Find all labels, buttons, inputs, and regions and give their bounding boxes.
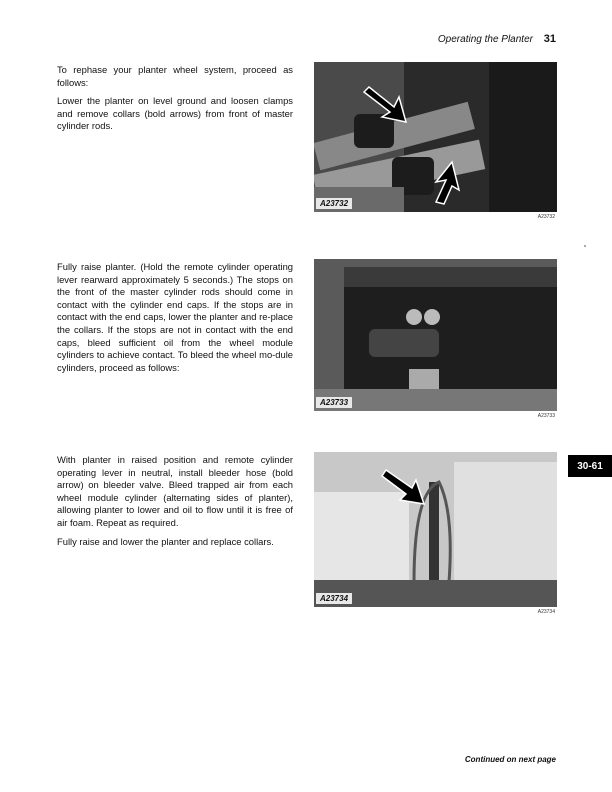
page-number: 31	[543, 33, 556, 45]
figure-label: A23734	[316, 593, 352, 604]
paragraph: Fully raise and lower the planter and replace collars.	[57, 535, 274, 547]
section-tab: 30-61	[568, 455, 612, 477]
section-title: Operating the Planter	[437, 34, 533, 45]
figure-caption: A23734	[537, 609, 555, 615]
figure-caption: A23732	[537, 214, 555, 220]
continued-note: Continued on next page	[464, 755, 556, 764]
page-header	[438, 33, 556, 45]
figure-photo-2	[314, 259, 557, 411]
figure-photo-1	[314, 62, 557, 212]
section-3-text	[57, 454, 293, 554]
figure-label: A23732	[316, 198, 352, 209]
section-1-text	[57, 64, 293, 139]
figure-caption: A23733	[537, 413, 555, 419]
page-mark	[584, 245, 586, 247]
figure-photo-3	[314, 452, 557, 607]
paragraph: To rephase your planter wheel system, proceed as follows:	[57, 64, 293, 88]
paragraph: Lower the planter on level ground and loosen clamps and remove collars (bold arrows) from front of master cylinder rods.	[57, 95, 293, 132]
figure-label: A23733	[316, 397, 352, 408]
paragraph: Fully raise planter. (Hold the remote cylinder operating lever rearward approximately 5 seconds.) The stops on the front of the master cylinder rods should come in contact with the cylinder end caps. If the stops are in contact with the end caps, lower the planter and re-place the collars. If the stops are not in contact with the end caps, bleed sufficient oil from the wheel module cylinders to achieve contact. To bleed the wheel mo-dule cylinders, proceed as follows:	[57, 261, 293, 373]
paragraph: With planter in raised position and remote cylinder operating lever in neutral, install bleeder hose (bold arrow) on bleeder valve. Bleed trapped air from each wheel module cylinder (alternating sides of planter), allowing planter to lower and oil to flow until it is free of air foam. Repeat as required.	[57, 454, 293, 528]
section-2-text	[57, 261, 293, 380]
